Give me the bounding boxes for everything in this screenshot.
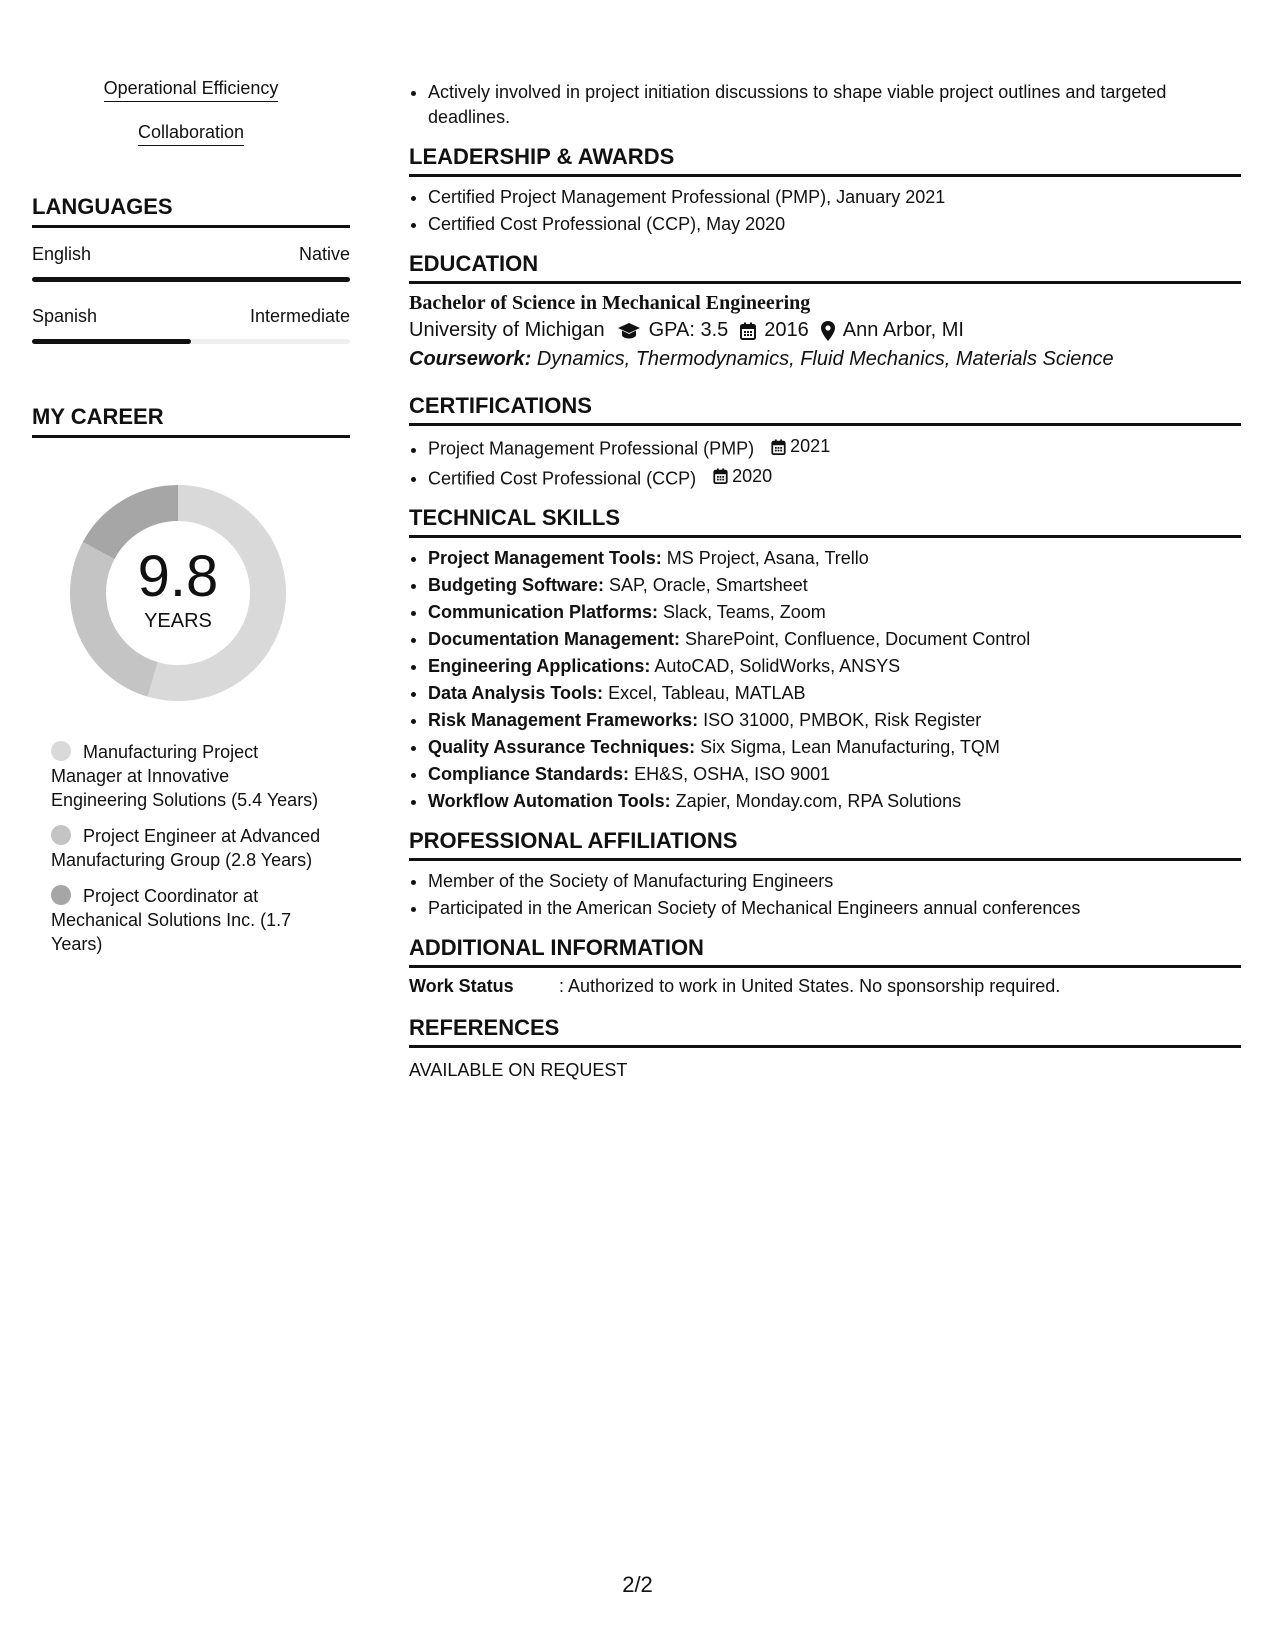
experience-bullets [409,80,1241,130]
calendar-icon [713,468,728,484]
list-item: • Risk Management Frameworks: ISO 31000, PMBOK, Risk Register [428,708,1241,733]
work-status-value: : Authorized to work in United States. No sponsorship required. [559,976,1061,996]
list-item: • Budgeting Software: SAP, Oracle, Smartsheet [428,573,1241,598]
language-row [32,244,350,265]
language-level: Intermediate [249,306,350,326]
education-title: EDUCATION [409,251,1241,284]
legend-dot [51,741,71,761]
work-status-row [409,976,1241,997]
map-pin-icon [821,321,835,341]
legend-dot [51,825,71,845]
career-item: Project Engineer at Advanced Manufacturing Group (2.8 Years) [51,826,321,870]
education-gpa: GPA: 3.5 [648,319,729,341]
language-bar [32,277,350,282]
technical-skills-list [409,546,1241,814]
references-text: AVAILABLE ON REQUEST [409,1060,628,1080]
list-item: • Documentation Management: SharePoint, Confluence, Document Control [428,627,1241,652]
education-year: 2016 [764,319,809,341]
list-item: • Project Management Tools: MS Project, Asana, Trello [428,546,1241,571]
career-item: Project Coordinator at Mechanical Solutions Inc. (1.7 Years) [51,886,292,954]
list-item: • Certified Cost Professional (CCP) 2020 [428,464,1241,492]
certifications-title: CERTIFICATIONS [409,393,1241,426]
page-number: 2/2 [622,1572,653,1597]
affiliations-title: PROFESSIONAL AFFILIATIONS [409,828,1241,861]
languages-list [32,244,350,344]
list-item: • Quality Assurance Techniques: Six Sigma, Lean Manufacturing, TQM [428,735,1241,760]
list-item: • Actively involved in project initiation discussions to shape viable project outlines and targeted deadlines. [428,80,1241,130]
list-item: • Engineering Applications: AutoCAD, SolidWorks, ANSYS [428,654,1241,679]
languages-title: LANGUAGES [32,194,350,228]
list-item: • Member of the Society of Manufacturing Engineers [428,869,1241,894]
language-bar [32,339,350,344]
language-bar-fill [32,277,350,282]
list-item: • Participated in the American Society of Mechanical Engineers annual conferences [428,896,1241,921]
affiliations-list [409,869,1241,921]
list-item: • Certified Cost Professional (CCP), May 2020 [428,212,1241,237]
education-location: Ann Arbor, MI [842,319,964,341]
career-legend [51,740,321,956]
education-school: University of Michigan [409,319,605,341]
language-level: Native [298,244,350,264]
list-item: • Data Analysis Tools: Excel, Tableau, MATLAB [428,681,1241,706]
language-name: Spanish [32,306,98,326]
language-bar-fill [32,339,191,344]
additional-info-title: ADDITIONAL INFORMATION [409,935,1241,968]
education-coursework: Coursework: Dynamics, Thermodynamics, Fluid Mechanics, Materials Science [409,348,1114,370]
career-unit: YEARS [144,609,212,632]
skill-tag: Operational Efficiency [32,78,350,102]
career-title: MY CAREER [32,404,350,438]
list-item: • Project Management Professional (PMP) 2021 [428,434,1241,462]
leadership-list [409,185,1241,237]
skill-tag: Collaboration [32,122,350,146]
main-content [409,78,1241,1081]
career-total: 9.8 [137,543,219,609]
list-item: • Certified Project Management Professional (PMP), January 2021 [428,185,1241,210]
list-item: • Communication Platforms: Slack, Teams, Zoom [428,600,1241,625]
calendar-icon [771,439,786,455]
technical-skills-title: TECHNICAL SKILLS [409,505,1241,538]
career-donut [65,480,291,706]
education-meta [409,319,1241,342]
sidebar [32,78,350,968]
education-degree: Bachelor of Science in Mechanical Engineering [409,292,811,314]
language-row [32,306,350,327]
calendar-icon [740,322,756,340]
work-status-label: Work Status [409,976,514,996]
references-title: REFERENCES [409,1015,1241,1048]
list-item: • Workflow Automation Tools: Zapier, Monday.com, RPA Solutions [428,789,1241,814]
list-item: • Compliance Standards: EH&S, OSHA, ISO 9001 [428,762,1241,787]
career-item: Manufacturing Project Manager at Innovative Engineering Solutions (5.4 Years) [51,742,319,810]
leadership-title: LEADERSHIP & AWARDS [409,144,1241,177]
language-name: English [32,244,92,264]
certifications-list [409,434,1241,491]
legend-dot [51,885,71,905]
graduation-cap-icon [617,322,641,340]
